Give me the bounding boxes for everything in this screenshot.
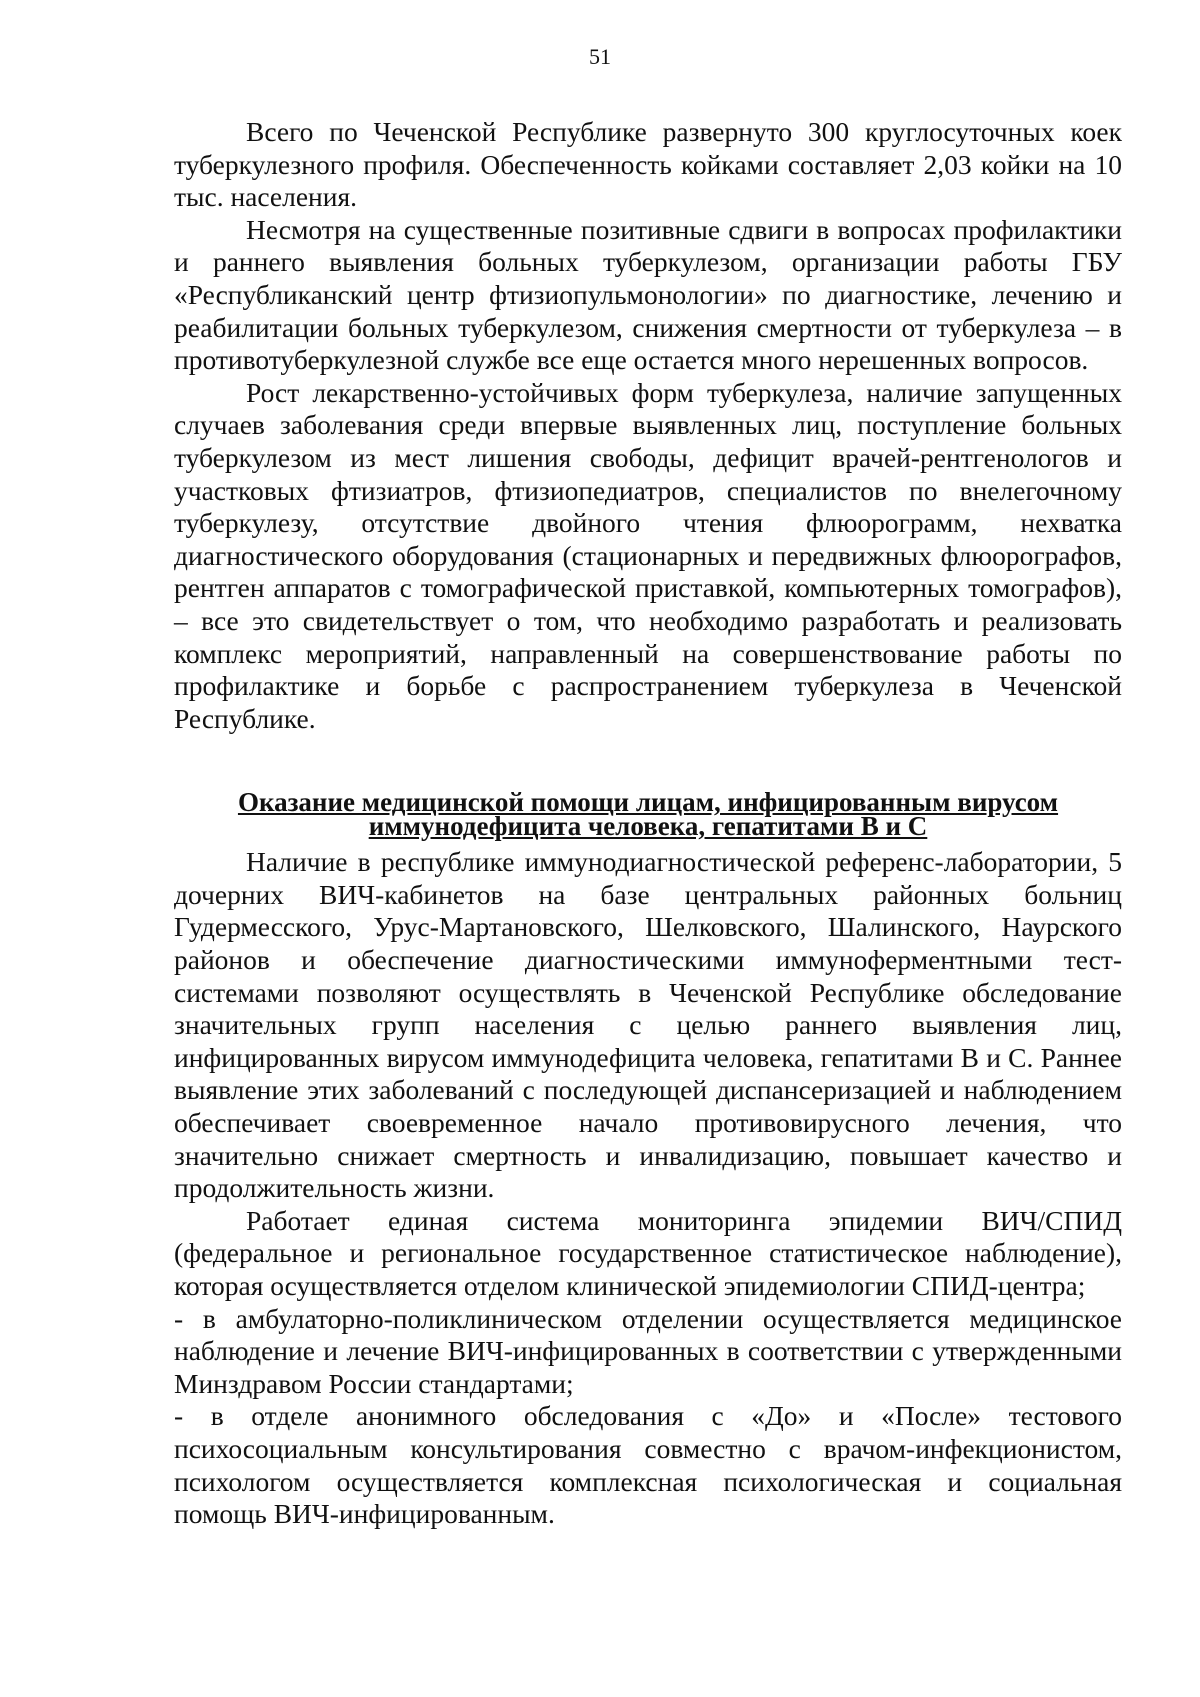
document-body — [174, 116, 1122, 1531]
section-heading-line-2: иммунодефицита человека, гепатитами В и С — [368, 811, 928, 842]
page-number: 51 — [589, 44, 611, 69]
paragraph-monitoring-system: Работает единая система мониторинга эпидемии ВИЧ/СПИД (федеральное и региональное государственное статистическое наблюдение), которая осуществляется отделом клинической эпидемиологии СПИД-центра; — [174, 1204, 1122, 1301]
paragraph-unresolved-issues: Несмотря на существенные позитивные сдвиги в вопросах профилактики и раннего выявления больных туберкулезом, организации работы ГБУ «Республиканский центр фтизиопульмонологии» по диагностике, лечению и реабилитации больных туберкулезом, снижения смертности от туберкулеза – в противотуберкулезной службе все еще остается много нерешенных вопросов. — [174, 213, 1122, 376]
paragraph-drug-resistance: Рост лекарственно-устойчивых форм туберкулеза, наличие запущенных случаев заболевания среди впервые выявленных лиц, поступление больных туберкулезом из мест лишения свободы, дефицит врачей-рентгенологов и участковых фтизиатров, фтизиопедиатров, специалистов по внелегочному туберкулезу, отсутствие двойного чтения флюорограмм, нехватка диагностического оборудования (стационарных и передвижных флюорографов, рентген аппаратов с томографической приставкой, компьютерных томографов), – все это свидетельствует о том, что необходимо разработать и реализовать комплекс мероприятий, направленный на совершенствование работы по профилактике и борьбе с распространением туберкулеза в Чеченской Республике. — [174, 376, 1122, 734]
section-heading-hiv-care — [174, 787, 1122, 842]
paragraph-bed-capacity: Всего по Чеченской Республике развернуто 300 круглосуточных коек туберкулезного профиля. Обеспеченность койками составляет 2,03 койки на 10 тыс. населения. — [174, 116, 1122, 213]
list-item-anonymous-testing: - в отделе анонимного обследования с «До» и «После» тестового психосоциальным консультирования совместно с врачом-инфекционистом, психологом осуществляется комплексная психологическая и социальная помощь ВИЧ-инфицированным. — [174, 1400, 1122, 1530]
paragraph-laboratory: Наличие в республике иммунодиагностической референс-лаборатории, 5 дочерних ВИЧ-кабинетов на базе центральных районных больниц Гудермесского, Урус-Мартановского, Шелковского, Шалинского, Наурского районов и обеспечение диагностическими иммуноферментными тест-системами позволяют осуществлять в Чеченской Республике обследование значительных групп населения с целью раннего выявления лиц, инфицированных вирусом иммунодефицита человека, гепатитами В и С. Раннее выявление этих заболеваний с последующей диспансеризацией и наблюдением обеспечивает своевременное начало противовирусного лечения, что значительно снижает смертность и инвалидизацию, повышает качество и продолжительность жизни. — [174, 846, 1122, 1204]
list-item-outpatient: - в амбулаторно-поликлиническом отделении осуществляется медицинское наблюдение и лечение ВИЧ-инфицированных в соответствии с утвержденными Минздравом России стандартами; — [174, 1302, 1122, 1399]
section-heading-line-1: Оказание медицинской помощи лицам, инфицированным вирусом — [237, 787, 1059, 818]
